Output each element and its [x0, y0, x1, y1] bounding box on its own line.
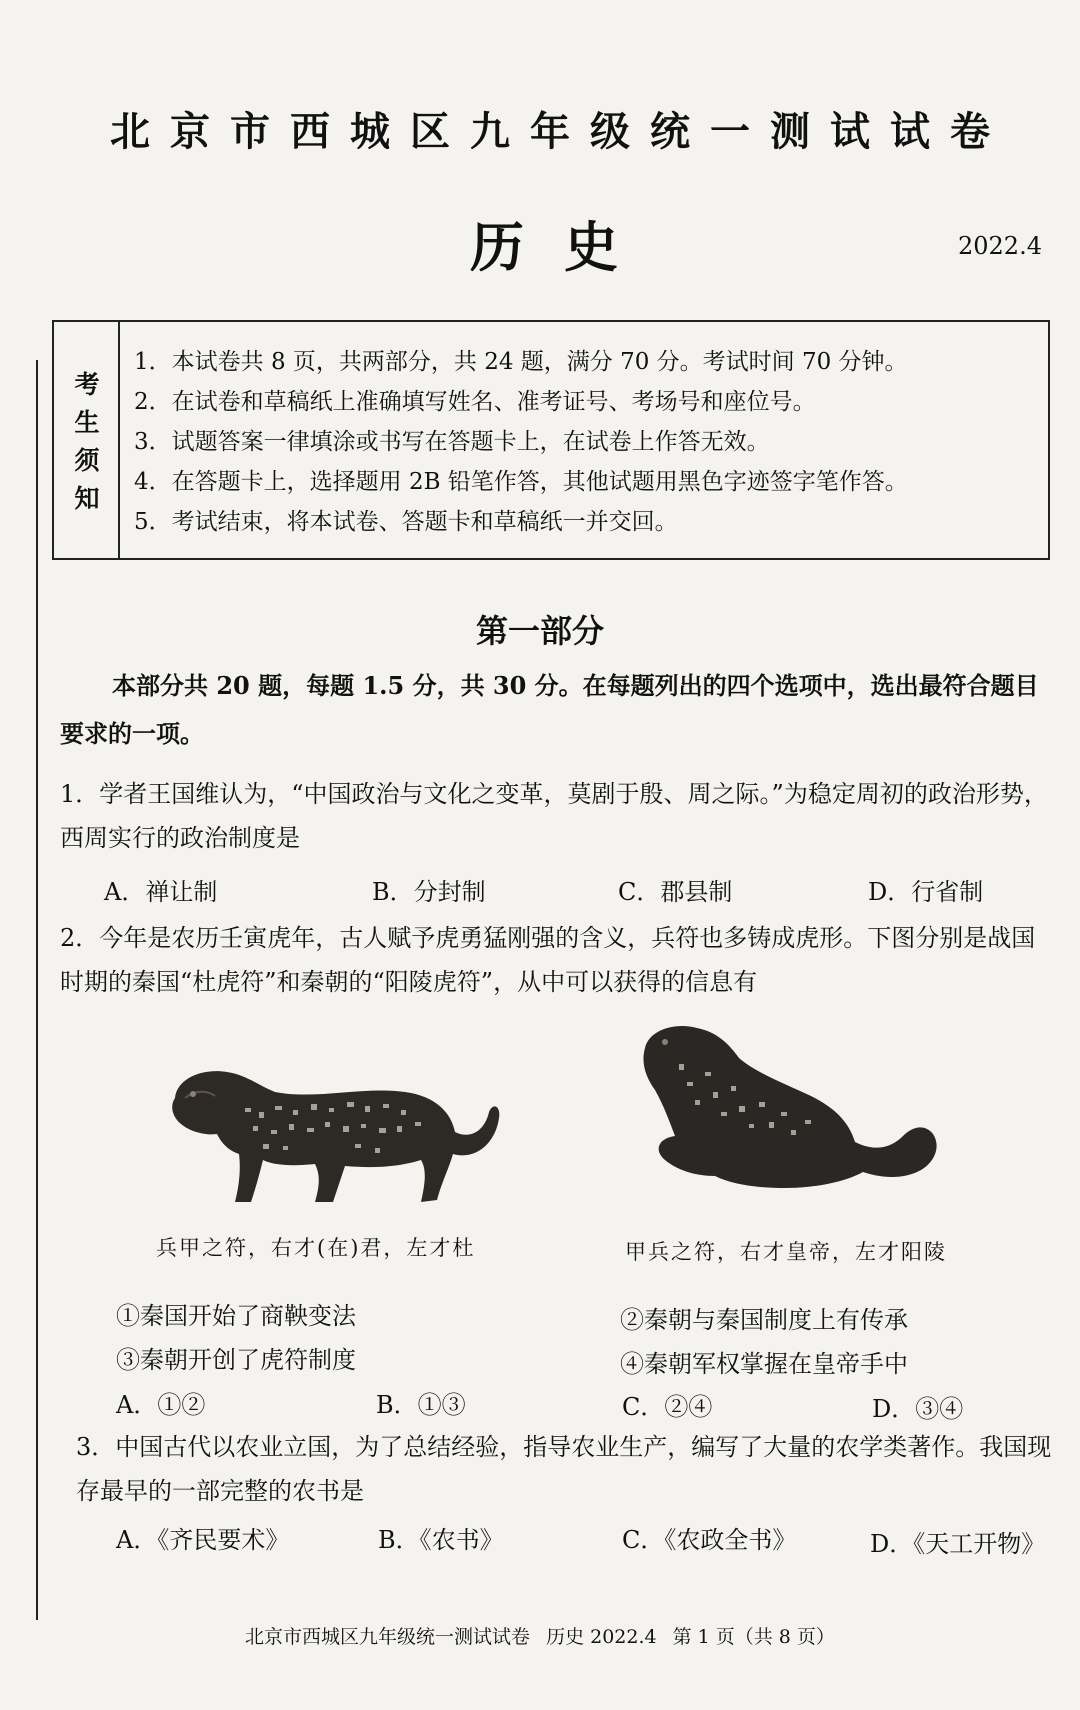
option-c: C．郡县制 — [618, 878, 733, 906]
question-1 — [60, 772, 1055, 860]
section-intro: 本部分共 20 题，每题 1.5 分，共 30 分。在每题列出的四个选项中，选出最符合题目要求的一项。 — [60, 671, 1039, 748]
notice-label-cell — [54, 322, 120, 558]
question-number: 2． — [60, 924, 100, 952]
statement-3: ③秦朝开创了虎符制度 — [116, 1346, 356, 1374]
notice-item: 1．本试卷共 8 页，共两部分，共 24 题，满分 70 分。考试时间 70 分钟。 — [134, 349, 908, 375]
option-a: A．①② — [116, 1391, 206, 1419]
statement-4: ④秦朝军权掌握在皇帝手中 — [620, 1350, 908, 1378]
question-stem: 学者王国维认为，“中国政治与文化之变革，莫剧于殷、周之际。”为稳定周初的政治形势，西周实行的政治制度是 — [60, 780, 1048, 852]
question-number: 1． — [60, 780, 100, 808]
option-c: C．②④ — [622, 1393, 713, 1421]
exam-date: 2022.4 — [958, 232, 1042, 260]
du-tiger-tally-image — [155, 1050, 505, 1225]
option-d: D．③④ — [872, 1395, 964, 1423]
footer-page-number: 第 1 页（共 8 页） — [672, 1626, 835, 1648]
option-d: D．《天工开物》 — [870, 1530, 1046, 1558]
notice-list — [134, 342, 908, 542]
subject-title: 历史 — [470, 215, 658, 279]
notice-item: 5．考试结束，将本试卷、答题卡和草稿纸一并交回。 — [134, 509, 678, 535]
option-d: D．行省制 — [868, 878, 984, 906]
notice-item: 3．试题答案一律填涂或书写在答题卡上，在试卷上作答无效。 — [134, 429, 770, 455]
statement-2: ②秦朝与秦国制度上有传承 — [620, 1306, 908, 1334]
du-tiger-tally-caption: 兵甲之符，右才(在)君，左才杜 — [156, 1236, 476, 1260]
question-3 — [76, 1425, 1056, 1513]
section-title: 第一部分 — [475, 612, 604, 650]
option-a: A．禅让制 — [104, 878, 218, 906]
footer-exam-title: 北京市西城区九年级统一测试试卷 — [245, 1626, 531, 1648]
yangling-tiger-tally-image — [635, 1012, 945, 1212]
notice-box — [52, 320, 1050, 560]
question-stem: 中国古代以农业立国，为了总结经验，指导农业生产，编写了大量的农学类著作。我国现存最早的一部完整的农书是 — [76, 1433, 1052, 1505]
footer-subject-date: 历史 2022.4 — [546, 1626, 657, 1648]
yangling-tiger-tally-caption: 甲兵之符，右才皇帝，左才阳陵 — [625, 1240, 947, 1264]
option-b: B．①③ — [376, 1391, 466, 1419]
option-b: B．分封制 — [372, 878, 486, 906]
option-c: C．《农政全书》 — [622, 1526, 797, 1554]
option-a: A．《齐民要术》 — [116, 1526, 290, 1554]
notice-item: 2．在试卷和草稿纸上准确填写姓名、准考证号、考场号和座位号。 — [134, 389, 816, 415]
question-stem: 今年是农历壬寅虎年，古人赋予虎勇猛刚强的含义，兵符也多铸成虎形。下图分别是战国时期的秦国“杜虎符”和秦朝的“阳陵虎符”，从中可以获得的信息有 — [60, 924, 1036, 996]
binding-line — [36, 360, 38, 1620]
question-2 — [60, 916, 1055, 1004]
exam-title: 北京市西城区九年级统一测试试卷 — [110, 108, 1010, 155]
page-footer — [0, 1622, 1080, 1649]
question-number: 3． — [76, 1433, 116, 1461]
option-b: B．《农书》 — [378, 1526, 504, 1554]
notice-item: 4．在答题卡上，选择题用 2B 铅笔作答，其他试题用黑色字迹签字笔作答。 — [134, 469, 908, 495]
notice-label: 考生须知 — [74, 370, 100, 513]
statement-1: ①秦国开始了商鞅变法 — [116, 1302, 356, 1330]
